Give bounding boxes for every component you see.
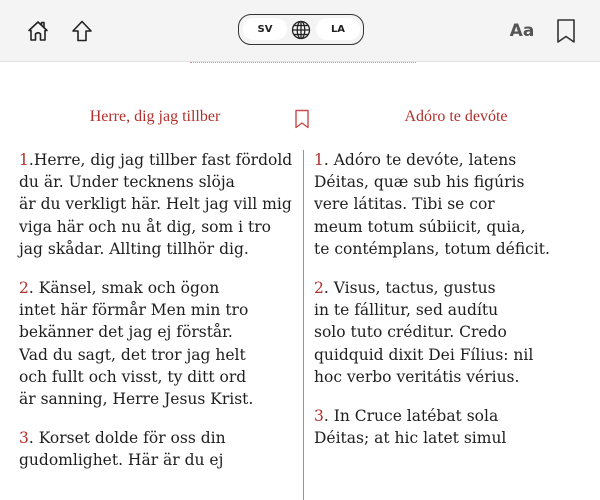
verse-number-separator: .	[323, 279, 334, 298]
verse-line: quidquid dixit Dei Fílius: nil	[314, 345, 534, 364]
verse-line: in te fállitur, sed audítu	[314, 301, 499, 320]
bookmark-icon	[555, 18, 577, 44]
verse-line	[19, 277, 299, 299]
verse-text: Herre, dig jag tillber fast fördold	[33, 151, 293, 169]
verse	[19, 277, 299, 410]
verse-line: intet här förmår Men min tro	[19, 301, 249, 320]
verse-number: 3	[314, 407, 324, 426]
verse-number-separator: .	[28, 279, 39, 298]
latin-column	[314, 149, 594, 466]
verse	[314, 405, 594, 449]
font-size-label: Aa	[509, 21, 535, 41]
verse-line	[314, 405, 594, 427]
home-icon	[26, 19, 50, 43]
verse-line: är du verkligt här. Helt jag vill mig	[19, 195, 292, 214]
verse-line: te contémplans, totum déficit.	[314, 239, 550, 258]
verse-number: 1	[314, 151, 324, 169]
reading-progress-indicator	[190, 62, 416, 63]
title-latin: Adóro te devóte	[404, 108, 508, 125]
hymn-bookmark-button[interactable]	[294, 109, 310, 129]
verse-line	[19, 149, 299, 171]
verse-line: Déitas, quæ sub his figúris	[314, 173, 525, 192]
verse-line: och fullt och visst, ty ditt ord	[19, 367, 247, 386]
verse-line: är sanning, Herre Jesus Krist.	[19, 390, 254, 409]
language-toggle[interactable]	[238, 14, 364, 45]
swedish-column	[19, 149, 299, 489]
verse-line: bekänner det jag ej förstår.	[19, 323, 233, 342]
language-la-button[interactable]: LA	[316, 18, 360, 40]
language-sv-button[interactable]: SV	[243, 18, 287, 40]
verse-line: meum totum súbiicit, quia,	[314, 217, 526, 236]
verse-number-separator: .	[323, 151, 334, 169]
verse-line: vere látitas. Tibi se cor	[314, 195, 495, 214]
verse-number-separator: .	[28, 151, 34, 169]
verse-line: Vad du sagt, det tror jag helt	[19, 345, 246, 364]
verse-line: solo tuto créditur. Credo	[314, 323, 507, 342]
verse	[19, 149, 299, 260]
verse-line	[19, 427, 299, 449]
verse-number: 3	[19, 429, 29, 448]
verse-number: 1	[19, 151, 29, 169]
verse-number: 2	[314, 279, 324, 298]
verse-text: Visus, tactus, gustus	[333, 279, 496, 298]
verse-line: gudomlighet. Här är du ej	[19, 451, 224, 470]
verse-line: hoc verbo veritátis vérius.	[314, 367, 520, 386]
title-swedish: Herre, dig jag tillber	[89, 108, 221, 125]
up-button[interactable]	[67, 16, 97, 46]
verse-number: 2	[19, 279, 29, 298]
font-size-button[interactable]	[506, 16, 538, 46]
verse	[314, 277, 594, 388]
hymn-title-row	[0, 108, 600, 132]
column-divider	[303, 150, 304, 500]
verse-text: Adóro te devóte, latens	[333, 151, 517, 169]
verse-text: In Cruce latébat sola	[333, 407, 499, 426]
globe-icon[interactable]	[291, 20, 311, 40]
bookmark-button[interactable]	[551, 16, 581, 46]
verse-text: Korset dolde för oss din	[38, 429, 226, 448]
verse-line: Déitas; at hic latet simul	[314, 429, 507, 448]
arrow-up-icon	[70, 19, 94, 43]
verse-line: viga här och nu åt dig, som i tro	[19, 217, 271, 236]
verse	[314, 149, 594, 260]
bookmark-icon	[294, 109, 310, 129]
verse-line: jag skådar. Allting tillhör dig.	[19, 239, 249, 258]
verse-line	[314, 149, 594, 171]
verse-number-separator: .	[323, 407, 334, 426]
verse	[19, 427, 299, 471]
verse-text: Känsel, smak och ögon	[38, 279, 220, 298]
top-toolbar	[0, 0, 600, 62]
home-button[interactable]	[23, 16, 53, 46]
verse-line	[314, 277, 594, 299]
verse-number-separator: .	[28, 429, 39, 448]
verse-line: du är. Under tecknens slöja	[19, 173, 235, 192]
